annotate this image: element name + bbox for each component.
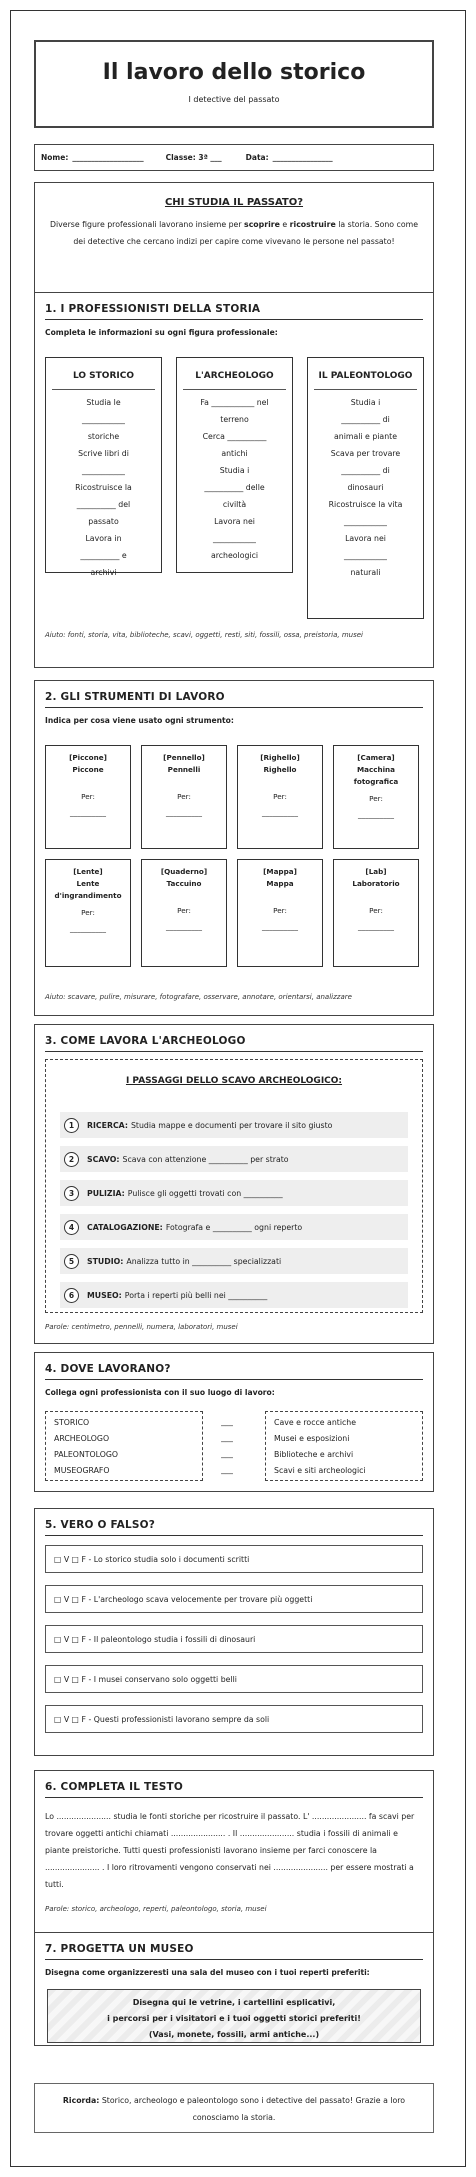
section-title: 3. COME LAVORA L'ARCHEOLOGO [45, 1035, 423, 1052]
section-title: 7. PROGETTA UN MUSEO [45, 1943, 423, 1960]
help-words: Aiuto: scavare, pulire, misurare, fotografare, osservare, annotare, orientarsi, analizzare [45, 993, 352, 1001]
section-instruction: Completa le informazioni su ogni figura professionale: [45, 328, 278, 337]
true-false-item[interactable]: □ V □ F - I musei conservano solo oggetti belli [45, 1665, 423, 1693]
section-design-museum [34, 1932, 434, 2046]
section-title: 1. I PROFESSIONISTI DELLA STORIA [45, 303, 423, 320]
fill-blank[interactable]: ___________ [82, 466, 125, 475]
fill-blank[interactable]: __________ [358, 810, 394, 819]
match-item[interactable]: Musei e esposizioni [274, 1434, 350, 1443]
steps-box [45, 1059, 423, 1313]
professional-card-storico: LO STORICO Studia le ___________ storiche Scrive libri di ___________ Ricostruisce la __________ del passato Lavora in __________ e archivi [45, 357, 162, 573]
tool-card-righello: [Righello] Righello Per: __________ [237, 745, 323, 849]
page-subtitle: I detective del passato [188, 95, 280, 104]
section-title: 5. VERO O FALSO? [45, 1519, 423, 1536]
match-item[interactable]: ARCHEOLOGO [54, 1434, 110, 1443]
fill-blank[interactable]: __________ di [341, 415, 390, 424]
section-instruction: Disegna come organizzeresti una sala del museo con i tuoi reperti preferiti: [45, 1968, 370, 1977]
tool-card-pennello: [Pennello] Pennelli Per: __________ [141, 745, 227, 849]
help-words: Parole: centimetro, pennelli, numera, laboratori, musei [45, 1323, 238, 1331]
step-item: 4 CATALOGAZIONE: Fotografa e __________ ogni reperto [60, 1214, 408, 1240]
fill-blank[interactable]: __________ del [76, 500, 131, 509]
step-item: 5 STUDIO: Analizza tutto in __________ specializzati [60, 1248, 408, 1274]
step-number: 5 [64, 1254, 79, 1269]
tool-card-camera: [Camera] Macchina fotografica Per: __________ [333, 745, 419, 849]
professionals-column [45, 1411, 203, 1481]
section-professionals [34, 292, 434, 668]
match-item[interactable]: Biblioteche e archivi [274, 1450, 354, 1459]
fill-blank[interactable]: __________ [262, 808, 298, 817]
fill-blank[interactable]: Cerca __________ [202, 432, 267, 441]
fill-blank[interactable]: ___________ [344, 517, 387, 526]
card-heading: LO STORICO [52, 368, 155, 390]
section-where-they-work [34, 1352, 434, 1492]
class-field[interactable]: Classe: 3ª ___ [165, 153, 222, 162]
step-number: 1 [64, 1118, 79, 1133]
fill-blank[interactable]: __________ [166, 808, 202, 817]
fill-blank[interactable]: Fa ___________ nel [200, 398, 269, 407]
tool-card-lab: [Lab] Laboratorio Per: __________ [333, 859, 419, 967]
fill-blank[interactable]: ___________ [82, 415, 125, 424]
section-tools [34, 680, 434, 1016]
student-info-bar [34, 144, 434, 171]
fill-blank[interactable]: __________ [166, 922, 202, 931]
section-title: 2. GLI STRUMENTI DI LAVORO [45, 691, 423, 708]
date-field[interactable]: ________________ [272, 153, 333, 162]
true-false-item[interactable]: □ V □ F - Questi professionisti lavorano sempre da soli [45, 1705, 423, 1733]
step-item: 6 MUSEO: Porta i reperti più belli nei __________ [60, 1282, 408, 1308]
steps-subtitle: I PASSAGGI DELLO SCAVO ARCHEOLOGICO: [125, 1076, 343, 1086]
section-title: 4. DOVE LAVORANO? [45, 1363, 423, 1380]
name-field[interactable]: ___________________ [72, 153, 144, 162]
step-number: 3 [64, 1186, 79, 1201]
date-label: Data: [245, 153, 269, 162]
drawing-area[interactable]: Disegna qui le vetrine, i cartellini esplicativi, i percorsi per i visitatori e i tuoi oggetti storici preferiti! (Vasi, monete, fossili, armi antiche...) [47, 1989, 421, 2043]
match-item[interactable]: Scavi e siti archeologici [274, 1466, 366, 1475]
fill-blank[interactable]: __________ delle [204, 483, 265, 492]
tool-card-lente: [Lente] Lente d'ingrandimento Per: __________ [45, 859, 131, 967]
professional-card-paleontologo: IL PALEONTOLOGO Studia i __________ di animali e piante Scava per trovare __________ di dinosauri Ricostruisce la vita ___________ Lavora nei ___________ naturali [307, 357, 424, 619]
step-item: 3 PULIZIA: Pulisce gli oggetti trovati con __________ [60, 1180, 408, 1206]
match-item[interactable]: Cave e rocce antiche [274, 1418, 357, 1427]
card-heading: L'ARCHEOLOGO [183, 368, 286, 390]
step-number: 6 [64, 1288, 79, 1303]
fill-blank[interactable]: __________ [358, 922, 394, 931]
match-item[interactable]: STORICO [54, 1418, 90, 1427]
fill-blank[interactable]: __________ e [80, 551, 127, 560]
help-words: Aiuto: fonti, storia, vita, biblioteche, scavi, oggetti, resti, siti, fossili, ossa, preistoria, musei [45, 631, 364, 639]
tool-card-piccone: [Piccone] Piccone Per: __________ [45, 745, 131, 849]
true-false-item[interactable]: □ V □ F - Il paleontologo studia i fossili di dinosauri [45, 1625, 423, 1653]
step-number: 4 [64, 1220, 79, 1235]
fill-blank[interactable]: __________ [70, 808, 106, 817]
section-instruction: Collega ogni professionista con il suo luogo di lavoro: [45, 1388, 275, 1397]
reminder-footer [34, 2083, 434, 2133]
fill-blank[interactable]: __________ [262, 922, 298, 931]
intro-heading: CHI STUDIA IL PASSATO? [164, 197, 304, 208]
tool-card-quaderno: [Quaderno] Taccuino Per: __________ [141, 859, 227, 967]
fill-blank[interactable]: __________ di [341, 466, 390, 475]
fill-blank[interactable]: ___________ [344, 551, 387, 560]
section-true-false [34, 1508, 434, 1756]
intro-text: Diverse figure professionali lavorano insieme per scoprire e ricostruire la storia. Sono come dei detective che cercano indizi per capire come vivevano le persone nel passato! [49, 220, 419, 246]
page-title: Il lavoro dello storico [102, 60, 366, 85]
true-false-item[interactable]: □ V □ F - L'archeologo scava velocemente per trovare più oggetti [45, 1585, 423, 1613]
step-number: 2 [64, 1152, 79, 1167]
professional-card-archeologo: L'ARCHEOLOGO Fa ___________ nel terreno Cerca __________ antichi Studia i __________ delle civiltà Lavora nei ___________ archeologici [176, 357, 293, 573]
step-item: 2 SCAVO: Scava con attenzione __________ per strato [60, 1146, 408, 1172]
tool-card-mappa: [Mappa] Mappa Per: __________ [237, 859, 323, 967]
section-title: 6. COMPLETA IL TESTO [45, 1781, 423, 1798]
fill-blank[interactable]: __________ [70, 924, 106, 933]
name-label: Nome: [41, 153, 69, 162]
cloze-text[interactable]: Lo ...................... studia le fonti storiche per ricostruire il passato. L' ...................... fa scavi per trovare oggetti antichi chiamati ...................... . Il ...................... studia i fossili di animali e piante preistoriche. Tutti questi professionisti lavorano insieme per farci conoscere la ...................... . I loro ritrovamenti vengono conservati nei ...................... per essere mostrati a tutti. [45, 1812, 415, 1889]
reminder-text: Storico, archeologo e paleontologo sono i detective del passato! Grazie a loro conosciamo la storia. [99, 2096, 406, 2122]
connection-lines: ___ ___ ___ ___ [221, 1417, 233, 1474]
help-words: Parole: storico, archeologo, reperti, paleontologo, storia, musei [45, 1905, 267, 1913]
card-heading: IL PALEONTOLOGO [314, 368, 417, 390]
section-instruction: Indica per cosa viene usato ogni strumento: [45, 716, 234, 725]
match-item[interactable]: MUSEOGRAFO [54, 1466, 110, 1475]
step-item: 1 RICERCA: Studia mappe e documenti per trovare il sito giusto [60, 1112, 408, 1138]
match-item[interactable]: PALEONTOLOGO [54, 1450, 119, 1459]
worksheet-header [34, 40, 434, 128]
fill-blank[interactable]: ___________ [213, 534, 256, 543]
reminder-label: Ricorda: [62, 2096, 100, 2105]
places-column [265, 1411, 423, 1481]
true-false-item[interactable]: □ V □ F - Lo storico studia solo i documenti scritti [45, 1545, 423, 1573]
section-complete-text [34, 1770, 434, 1936]
section-archaeologist-steps [34, 1024, 434, 1344]
